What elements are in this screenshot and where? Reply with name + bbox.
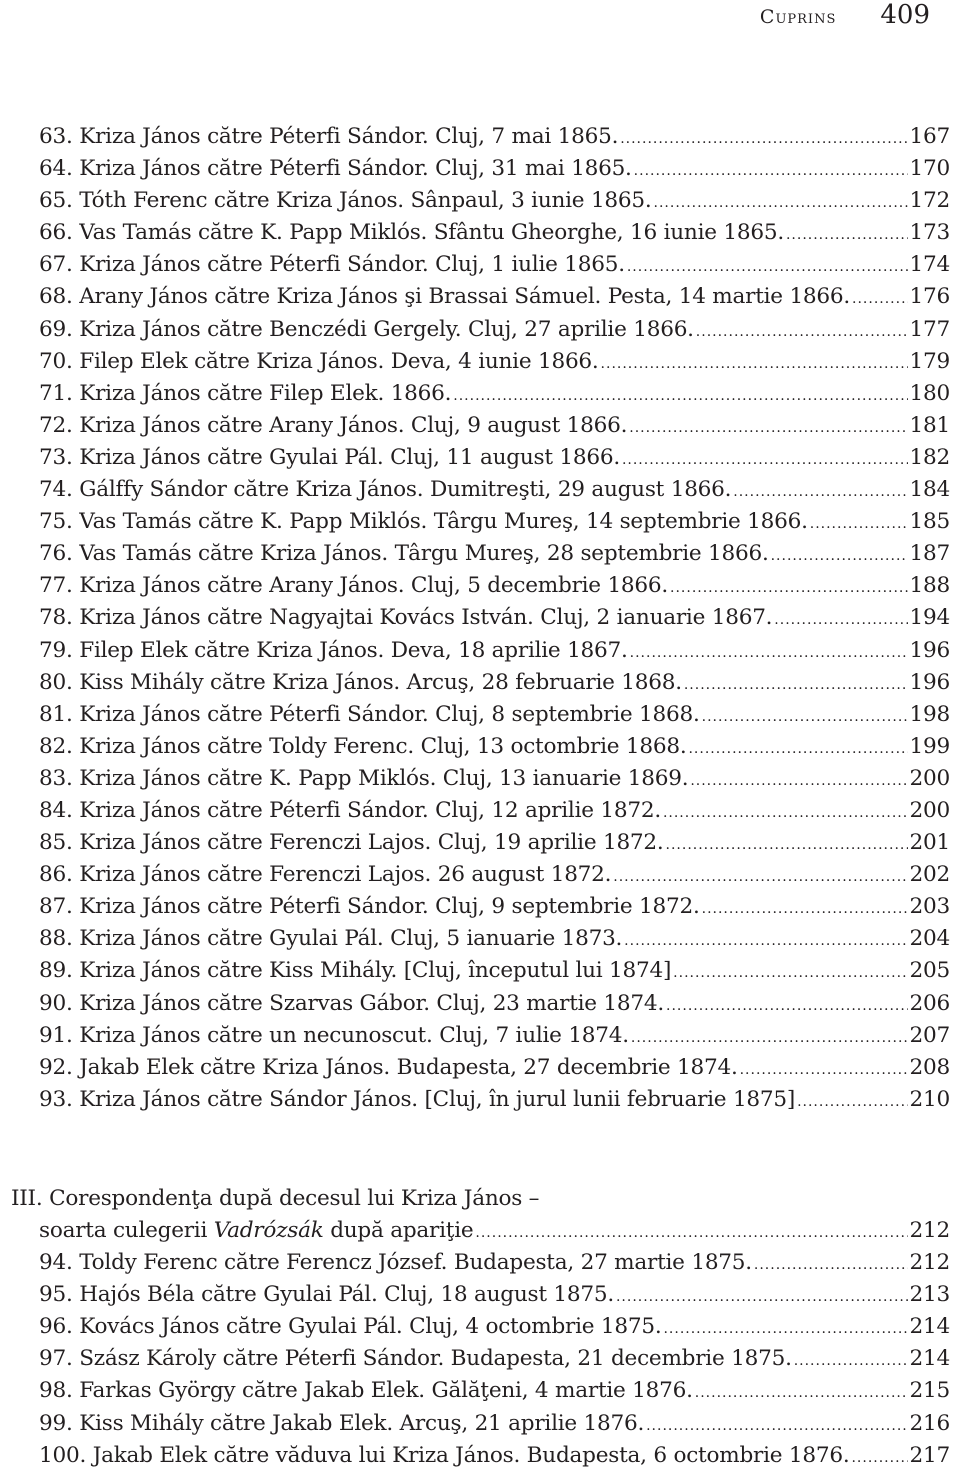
toc-entry-page: 201 [909,830,950,856]
leader-dots [684,677,908,693]
toc-entry[interactable] [39,830,950,862]
toc-entry[interactable] [39,188,950,220]
toc-entry[interactable] [39,1378,950,1410]
toc-entry-label: 98. Farkas György către Jakab Elek. Gălăţeni, 4 martie 1876. [39,1378,693,1404]
toc-entry[interactable] [39,894,950,926]
toc-entry-label: 97. Szász Károly către Péterfi Sándor. Budapesta, 21 decembrie 1875. [39,1346,792,1372]
toc-entry[interactable] [39,702,950,734]
toc-entry-label: 82. Kriza János către Toldy Ferenc. Cluj, 13 octombrie 1868. [39,733,687,759]
toc-entry-page: 188 [909,573,950,599]
toc-entry-page: 199 [909,733,950,759]
section-iii [11,1186,950,1475]
toc-entry[interactable] [39,734,950,766]
leader-dots [663,805,908,821]
leader-dots [666,998,908,1014]
leader-dots [629,420,907,436]
toc-entry[interactable] [39,220,950,252]
leader-dots [702,901,908,917]
toc-entry-page: 187 [909,541,950,567]
toc-entry[interactable] [39,1411,950,1443]
toc-entry-page: 200 [909,765,950,791]
leader-dots [695,1385,908,1401]
leader-dots [774,612,907,628]
toc-entry-label: 65. Tóth Ferenc către Kriza János. Sânpaul, 3 iunie 1865. [39,188,652,214]
toc-entry[interactable] [39,958,950,990]
toc-entry-label: 93. Kriza János către Sándor János. [Cluj, în jurul lunii februarie 1875] [39,1086,796,1112]
toc-entry[interactable] [39,1023,950,1055]
leader-dots [696,324,908,340]
leader-dots [630,645,908,661]
toc-entry-label: 99. Kiss Mihály către Jakab Elek. Arcuş, 21 aprilie 1876. [39,1410,645,1436]
toc-entry-label: 77. Kriza János către Arany János. Cluj, 5 decembrie 1866. [39,573,669,599]
leader-dots [663,1321,907,1337]
toc-entry-label: 95. Hajós Béla către Gyulai Pál. Cluj, 18 august 1875. [39,1282,614,1308]
toc-entry-label: 94. Toldy Ferenc către Ferencz József. Budapesta, 27 martie 1875. [39,1250,752,1276]
toc-entry-label: 71. Kriza János către Filep Elek. 1866. [39,380,452,406]
toc-entry-label: 96. Kovács János către Gyulai Pál. Cluj, 4 octombrie 1875. [39,1314,662,1340]
table-of-contents [39,124,950,1119]
toc-entry[interactable] [39,670,950,702]
toc-entry[interactable] [39,349,950,381]
leader-dots [475,1225,907,1241]
leader-dots [702,709,908,725]
toc-entry[interactable] [39,1346,950,1378]
section-numeral: III. [11,1186,43,1211]
toc-entry-label: 63. Kriza János către Péterfi Sándor. Cluj, 7 mai 1865. [39,124,619,149]
section-iii-entries [39,1250,950,1475]
toc-entry-page: 212 [909,1250,950,1276]
leader-dots [786,227,908,243]
toc-entry-label: 90. Kriza János către Szarvas Gábor. Cluj, 23 martie 1874. [39,990,665,1016]
toc-entry[interactable] [39,798,950,830]
toc-entry-page: 173 [909,220,950,246]
toc-entry-label: 83. Kriza János către K. Papp Miklós. Cluj, 13 ianuarie 1869. [39,765,689,791]
toc-entry-label: 74. Gálffy Sándor către Kriza János. Dumitreşti, 29 august 1866. [39,477,732,503]
toc-entry[interactable] [39,766,950,798]
leader-dots [627,259,908,275]
toc-entry-label: 73. Kriza János către Gyulai Pál. Cluj, 11 august 1866. [39,444,620,470]
toc-entry-page: 214 [909,1346,950,1372]
toc-entry[interactable] [39,638,950,670]
leader-dots [646,1418,907,1434]
leader-dots [620,131,907,147]
section-title-line2[interactable] [39,1218,950,1250]
leader-dots [690,773,907,789]
toc-entry-page: 182 [909,444,950,470]
leader-dots [634,163,908,179]
toc-entry-label: 87. Kriza János către Péterfi Sándor. Cluj, 9 septembrie 1872. [39,894,700,920]
toc-entry[interactable] [39,1443,950,1475]
toc-entry[interactable] [39,509,950,541]
toc-entry-page: 176 [909,284,950,310]
toc-entry-page: 194 [909,605,950,631]
leader-dots [851,1450,907,1466]
section-title-suffix: după apariţie [330,1218,474,1243]
leader-dots [631,1030,908,1046]
toc-entry-label: 86. Kriza János către Ferenczi Lajos. 26 august 1872. [39,862,612,888]
toc-entry-page: 167 [909,124,950,149]
toc-entry-label: 66. Vas Tamás către K. Papp Miklós. Sfântu Gheorghe, 16 iunie 1865. [39,220,784,246]
leader-dots [810,516,908,532]
toc-entry[interactable] [39,445,950,477]
toc-entry-page: 181 [909,412,950,438]
section-title-line1: Corespondenţa după decesul lui Kriza János – [49,1186,540,1211]
toc-entry-page: 184 [909,477,950,503]
toc-entry-label: 84. Kriza János către Péterfi Sándor. Cluj, 12 aprilie 1872. [39,797,661,823]
toc-entry-label: 72. Kriza János către Arany János. Cluj, 9 august 1866. [39,412,628,438]
leader-dots [670,580,908,596]
toc-entry-page: 200 [909,797,950,823]
toc-entry-label: 81. Kriza János către Péterfi Sándor. Cluj, 8 septembrie 1868. [39,701,700,727]
toc-entry[interactable] [39,991,950,1023]
toc-entry[interactable] [39,862,950,894]
section-page-number: 212 [909,1218,950,1243]
leader-dots [616,1289,908,1305]
toc-entry-page: 210 [909,1086,950,1112]
leader-dots [673,965,907,981]
toc-entry-page: 196 [909,669,950,695]
toc-entry-page: 208 [909,1054,950,1080]
toc-entry[interactable] [39,926,950,958]
toc-entry-label: 100. Jakab Elek către văduva lui Kriza János. Budapesta, 6 octombrie 1876. [39,1442,850,1468]
toc-entry-label: 64. Kriza János către Péterfi Sándor. Cluj, 31 mai 1865. [39,156,632,182]
toc-entry-label: 70. Filep Elek către Kriza János. Deva, 4 iunie 1866. [39,348,599,374]
toc-entry[interactable] [39,252,950,284]
toc-entry-label: 75. Vas Tamás către K. Papp Miklós. Târgu Mureş, 14 septembrie 1866. [39,509,808,535]
toc-entry-label: 88. Kriza János către Gyulai Pál. Cluj, 5 ianuarie 1873. [39,926,623,952]
toc-entry[interactable] [39,284,950,316]
leader-dots [797,1094,907,1110]
toc-entry-page: 204 [909,926,950,952]
toc-entry[interactable] [39,1314,950,1346]
toc-entry-label: 68. Arany János către Kriza János şi Brassai Sámuel. Pesta, 14 martie 1866. [39,284,851,310]
toc-entry[interactable] [39,477,950,509]
toc-entry[interactable] [39,317,950,349]
toc-entry[interactable] [39,156,950,188]
page-number: 409 [880,0,930,30]
leader-dots [622,452,908,468]
toc-entry-page: 202 [909,862,950,888]
toc-entry-page: 172 [909,188,950,214]
leader-dots [754,1257,908,1273]
toc-entry-page: 215 [909,1378,950,1404]
toc-entry-label: 85. Kriza János către Ferenczi Lajos. Cluj, 19 aprilie 1872. [39,830,664,856]
toc-entry-label: 89. Kriza János către Kiss Mihály. [Cluj, începutul lui 1874] [39,958,672,984]
toc-entry-label: 92. Jakab Elek către Kriza János. Budapesta, 27 decembrie 1874. [39,1054,738,1080]
toc-entry-label: 76. Vas Tamás către Kriza János. Târgu Mureş, 28 septembrie 1866. [39,541,769,567]
toc-entry[interactable] [39,605,950,637]
toc-entry-page: 198 [909,701,950,727]
toc-entry-label: 67. Kriza János către Péterfi Sándor. Cluj, 1 iulie 1865. [39,252,625,278]
running-header-title: Cuprins [759,6,837,28]
leader-dots [852,291,908,307]
running-header [760,0,930,34]
leader-dots [654,195,908,211]
toc-entry-page: 177 [909,316,950,342]
leader-dots [453,388,907,404]
toc-entry[interactable] [39,413,950,445]
toc-entry-label: 69. Kriza János către Benczédi Gergely. Cluj, 27 aprilie 1866. [39,316,694,342]
toc-entry-page: 179 [909,348,950,374]
leader-dots [688,741,907,757]
toc-entry[interactable] [39,381,950,413]
toc-entry[interactable] [39,1282,950,1314]
section-title-prefix: soarta culegerii [39,1218,208,1243]
toc-entry-label: 80. Kiss Mihály către Kriza János. Arcuş, 28 februarie 1868. [39,669,682,695]
leader-dots [733,484,907,500]
toc-entry-page: 170 [909,156,950,182]
toc-entry[interactable] [39,541,950,573]
toc-entry-page: 216 [909,1410,950,1436]
toc-entry-page: 205 [909,958,950,984]
leader-dots [771,548,908,564]
section-title-line2-text [39,1218,473,1243]
toc-entry-page: 213 [909,1282,950,1308]
toc-entry[interactable] [39,1087,950,1119]
toc-entry-page: 180 [909,380,950,406]
toc-entry-page: 174 [909,252,950,278]
toc-entry-page: 207 [909,1022,950,1048]
toc-entry[interactable] [39,1055,950,1087]
leader-dots [740,1062,908,1078]
section-title-italic: Vadrózsák [213,1218,324,1243]
leader-dots [794,1353,908,1369]
toc-entry-page: 185 [909,509,950,535]
leader-dots [613,869,907,885]
toc-entry[interactable] [39,1250,950,1282]
toc-entry[interactable] [39,124,950,156]
toc-entry-label: 91. Kriza János către un necunoscut. Cluj, 7 iulie 1874. [39,1022,629,1048]
section-iii-heading [11,1186,950,1218]
toc-entry-page: 206 [909,990,950,1016]
toc-entry-label: 78. Kriza János către Nagyajtai Kovács István. Cluj, 2 ianuarie 1867. [39,605,773,631]
toc-entry-page: 196 [909,637,950,663]
toc-entry-label: 79. Filep Elek către Kriza János. Deva, 18 aprilie 1867. [39,637,628,663]
leader-dots [666,837,908,853]
toc-entry-page: 217 [909,1442,950,1468]
toc-entry-page: 214 [909,1314,950,1340]
toc-entry[interactable] [39,573,950,605]
leader-dots [624,933,907,949]
leader-dots [601,356,908,372]
toc-entry-page: 203 [909,894,950,920]
